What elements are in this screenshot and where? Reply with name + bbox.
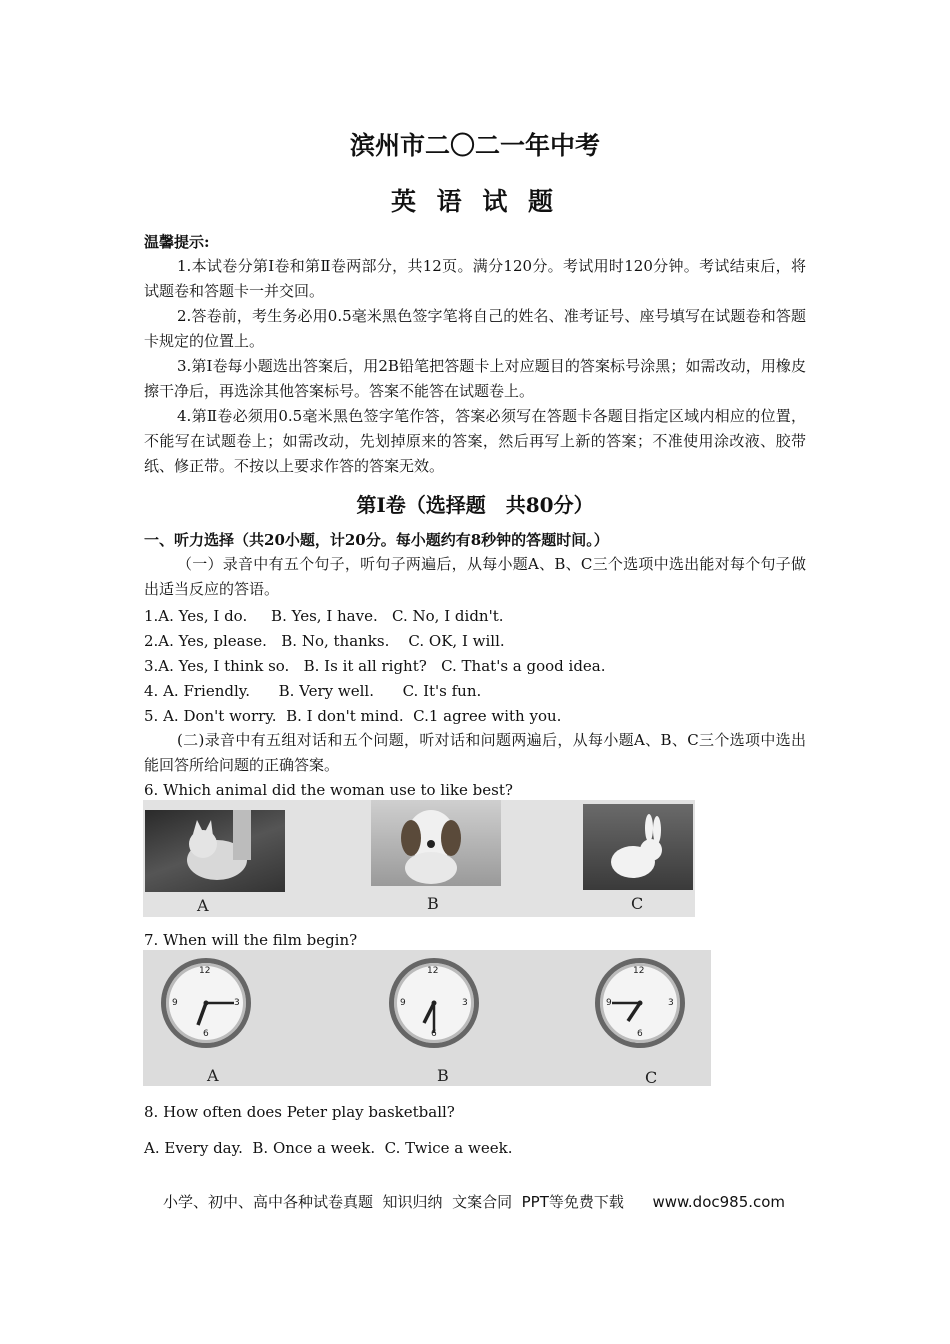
q6-label-b: B xyxy=(427,894,439,913)
question-5: 5. A. Don't worry. B. I don't mind. C.1 agree with you. xyxy=(144,707,562,725)
sub2-intro: (二)录音中有五组对话和五个问题，听对话和问题两遍后，从每小题A、B、C三个选项中选出能回答所给问题的正确答案。 xyxy=(144,731,806,774)
cat-image xyxy=(145,810,285,892)
question-7-images xyxy=(143,950,711,1086)
tips-heading: 温馨提示: xyxy=(144,233,210,251)
page-subtitle: 英 语 试 题 xyxy=(390,187,560,216)
section1-title: 第Ⅰ卷（选择题 共80分） xyxy=(356,493,594,517)
q7-label-b: B xyxy=(437,1066,449,1085)
page-footer: 小学、初中、高中各种试卷真题 知识归纳 文案合同 PPT等免费下载 www.doc985.com xyxy=(163,1193,786,1211)
tip-3: 3.第I卷每小题选出答案后，用2B铅笔把答题卡上对应题目的答案标号涂黑；如需改动，用橡皮擦干净后，再选涂其他答案标号。答案不能答在试题卷上。 xyxy=(144,357,806,400)
question-8: 8. How often does Peter play basketball? xyxy=(144,1103,455,1121)
q6-label-a: A xyxy=(197,896,209,915)
question-6: 6. Which animal did the woman use to like best? xyxy=(144,781,513,799)
q6-label-c: C xyxy=(631,894,644,913)
page-title: 滨州市二〇二一年中考 xyxy=(349,131,600,160)
sub1-intro: （一）录音中有五个句子，听句子两遍后，从每小题A、B、C三个选项中选出能对每个句子做出适当反应的答语。 xyxy=(144,555,806,598)
rabbit-image xyxy=(583,804,693,890)
question-7: 7. When will the film begin? xyxy=(144,931,358,949)
tip-2: 2.答卷前，考生务必用0.5毫米黑色签字笔将自己的姓名、准考证号、座号填写在试题卷和答题卡规定的位置上。 xyxy=(144,307,806,350)
dog-image xyxy=(371,800,501,886)
question-2: 2.A. Yes, please. B. No, thanks. C. OK, I will. xyxy=(144,632,505,650)
question-4: 4. A. Friendly. B. Very well. C. It's fun. xyxy=(144,682,482,700)
question-3: 3.A. Yes, I think so. B. Is it all right? C. That's a good idea. xyxy=(144,657,606,675)
question-8-options: A. Every day. B. Once a week. C. Twice a week. xyxy=(144,1139,513,1157)
tip-1: 1.本试卷分第Ⅰ卷和第Ⅱ卷两部分，共12页。满分120分。考试用时120分钟。考试结束后，将试题卷和答题卡一并交回。 xyxy=(144,257,806,300)
question-6-images xyxy=(143,800,695,917)
question-1: 1.A. Yes, I do. B. Yes, I have. C. No, I didn't. xyxy=(144,607,504,625)
part1-heading: 一、听力选择（共20小题，计20分。每小题约有8秒钟的答题时间。） xyxy=(144,531,609,549)
tip-4: 4.第Ⅱ卷必须用0.5毫米黑色签字笔作答，答案必须写在答题卡各题目指定区域内相应的位置，不能写在试题卷上；如需改动，先划掉原来的答案，然后再写上新的答案；不准使用涂改液、胶带纸、修正带。不按以上要求作答的答案无效。 xyxy=(144,407,806,475)
q7-label-a: A xyxy=(207,1066,219,1085)
q7-label-c: C xyxy=(645,1068,658,1086)
clock-a-icon: 12 3 6 9 xyxy=(161,958,251,1048)
clock-b-icon: 12 3 6 9 xyxy=(389,958,479,1048)
clock-c-icon: 12 3 6 9 xyxy=(595,958,685,1048)
